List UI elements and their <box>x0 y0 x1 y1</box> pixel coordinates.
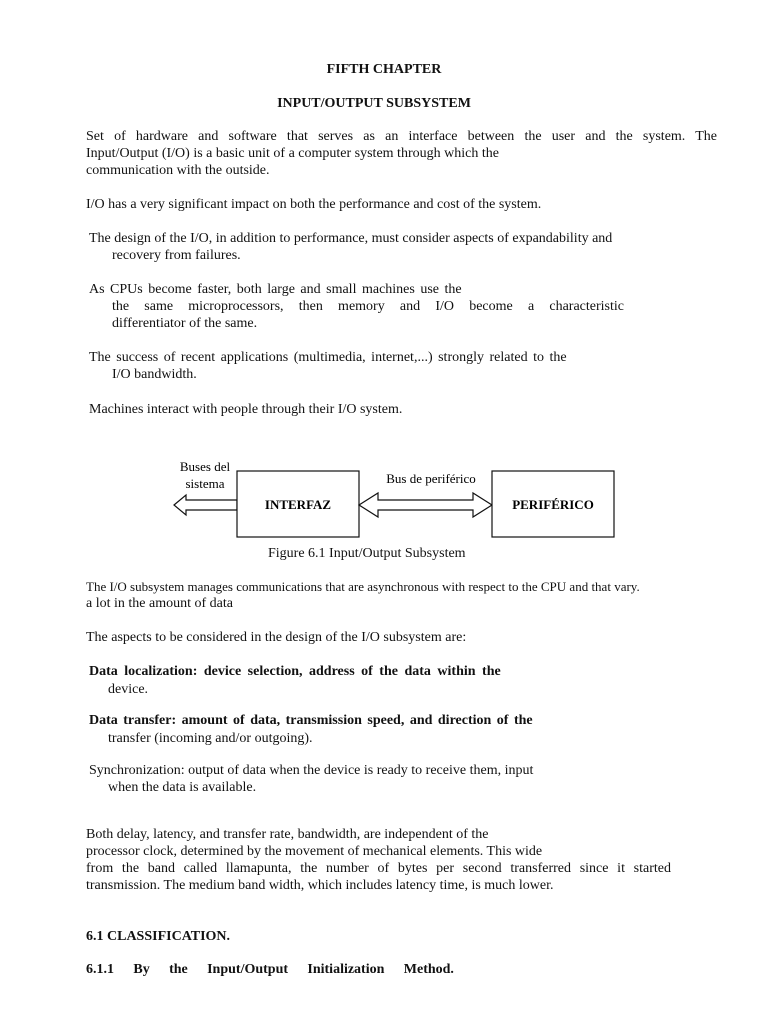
bullet-item <box>86 762 533 779</box>
delay-line-2: processor clock, determined by the movement of mechanical elements. This wide <box>86 844 543 859</box>
bullet-item <box>86 281 462 298</box>
async-line-2: a lot in the amount of data <box>86 596 233 611</box>
bullet-text: Machines interact with people through their I/O system. <box>89 402 403 417</box>
delay-line-4: transmission. The medium band width, which includes latency time, is much lower. <box>86 878 554 893</box>
subsection-word: By <box>133 962 150 977</box>
bullet-item <box>86 401 402 418</box>
chapter-label: FIFTH CHAPTER <box>326 62 442 77</box>
chapter-title: INPUT/OUTPUT SUBSYSTEM <box>277 96 471 111</box>
bullet-continuation: recovery from failures. <box>112 248 241 263</box>
impact-paragraph: I/O has a very significant impact on both the performance and cost of the system. <box>86 197 542 212</box>
aspects-intro: The aspects to be considered in the design of the I/O subsystem are: <box>86 630 467 645</box>
intro-line-1: Set of hardware and software that serves as an interface between the user and the system. The <box>86 129 717 144</box>
section-heading: 6.1 CLASSIFICATION. <box>86 929 231 944</box>
intro-line-3: communication with the outside. <box>86 163 270 178</box>
system-buses-label-1: Buses del <box>179 459 231 474</box>
bullet-text: Data localization: device selection, address of the data within the <box>89 664 501 679</box>
subsection-word: the <box>169 962 188 977</box>
subsection-word: Input/Output <box>207 962 289 977</box>
bullet-continuation: the same microprocessors, then memory and I/O become a characteristic <box>112 299 624 314</box>
bullet-text: Data transfer: amount of data, transmission speed, and direction of the <box>89 713 533 728</box>
peripheral-label: PERIFÉRICO <box>512 497 594 512</box>
bullet-continuation: differentiator of the same. <box>112 316 258 331</box>
bullet-text: As CPUs become faster, both large and small machines use the <box>89 282 462 297</box>
bullet-continuation: I/O bandwidth. <box>112 367 197 382</box>
subsection-word: Method. <box>403 962 454 977</box>
bullet-item <box>86 663 501 680</box>
subsection-word: Initialization <box>307 962 385 977</box>
peripheral-bus-arrow-icon <box>359 493 492 517</box>
delay-line-1: Both delay, latency, and transfer rate, bandwidth, are independent of the <box>86 827 489 842</box>
interface-label: INTERFAZ <box>264 497 332 512</box>
intro-line-2: Input/Output (I/O) is a basic unit of a computer system through which the <box>86 146 499 161</box>
bullet-continuation: transfer (incoming and/or outgoing). <box>108 731 313 746</box>
bullet-text: Synchronization: output of data when the device is ready to receive them, input <box>89 763 534 778</box>
delay-line-3: from the band called llamapunta, the number of bytes per second transferred since it started <box>86 861 671 876</box>
subsection-heading <box>86 961 454 978</box>
bullet-item <box>86 230 612 247</box>
system-buses-label-2: sistema <box>185 476 225 491</box>
bullet-text: The success of recent applications (multimedia, internet,...) strongly related to the <box>89 350 567 365</box>
bullet-continuation: when the data is available. <box>108 780 257 795</box>
io-subsystem-diagram <box>0 455 768 545</box>
figure-caption: Figure 6.1 Input/Output Subsystem <box>268 546 466 561</box>
async-line-1: The I/O subsystem manages communications that are asynchronous with respect to the CPU and that vary. <box>86 579 640 594</box>
bullet-item <box>86 712 533 729</box>
bullet-text: The design of the I/O, in addition to performance, must consider aspects of expandability and <box>89 231 613 246</box>
subsection-number: 6.1.1 <box>86 962 114 977</box>
bullet-item <box>86 349 567 366</box>
bullet-continuation: device. <box>108 682 149 697</box>
system-bus-arrow-icon <box>174 495 237 515</box>
peripheral-bus-label: Bus de periférico <box>386 471 476 486</box>
